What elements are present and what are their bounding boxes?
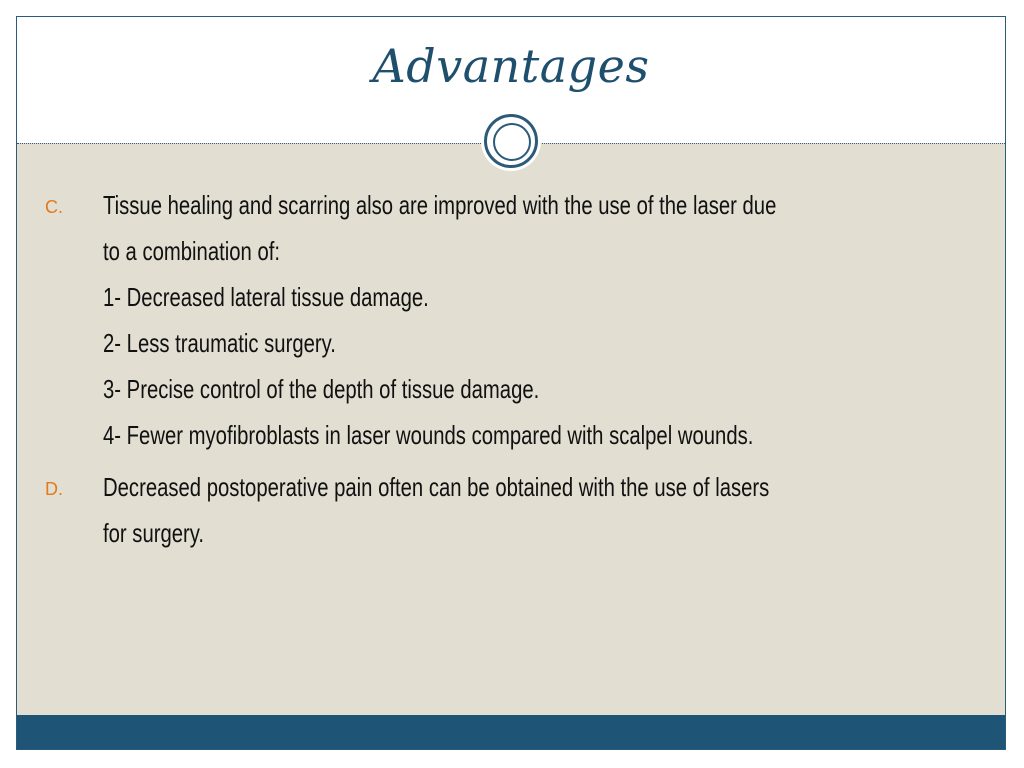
text-line: 2- Less traumatic surgery. [103,328,336,358]
inner-circle-icon [493,123,531,161]
list-item [17,182,1005,458]
text-line: Decreased postoperative pain often can be obtained with the use of lasers [103,472,770,502]
slide-body [17,182,1005,556]
list-marker: C. [45,197,63,217]
slide [16,16,1006,750]
text-line: 1- Decreased lateral tissue damage. [103,282,429,312]
text-line: 4- Fewer myofibroblasts in laser wounds compared with scalpel wounds. [103,420,754,450]
text-line: Tissue healing and scarring also are improved with the use of the laser due [103,190,777,220]
list-item [17,464,1005,556]
footer-bar [17,715,1005,750]
text-line: to a combination of: [103,236,280,266]
list-marker: D. [45,479,63,499]
slide-title: Advantages [372,39,650,93]
text-line: for surgery. [103,518,205,548]
text-line: 3- Precise control of the depth of tissue damage. [103,374,540,404]
